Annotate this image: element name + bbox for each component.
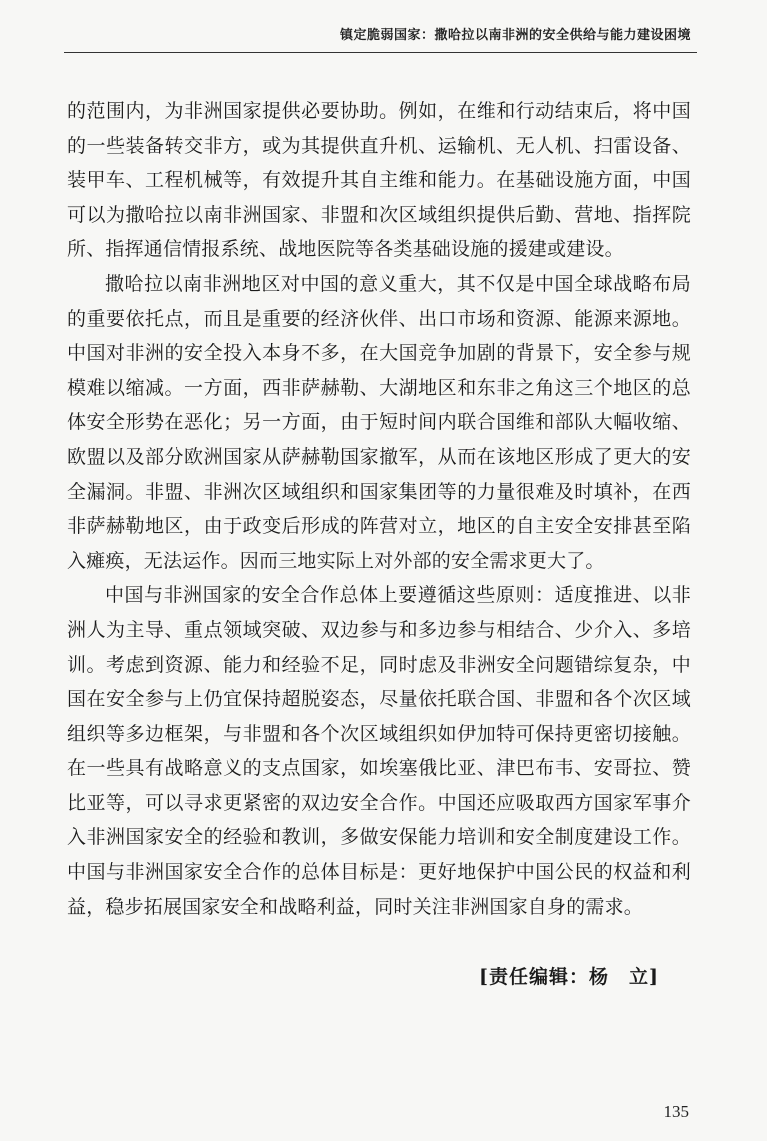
running-header-title: 镇定脆弱国家：撒哈拉以南非洲的安全供给与能力建设困境: [339, 28, 691, 43]
body-text: [67, 94, 691, 924]
paragraph: 撒哈拉以南非洲地区对中国的意义重大，其不仅是中国全球战略布局的重要依托点，而且是重要的经济伙伴、出口市场和资源、能源来源地。中国对非洲的安全投入本身不多，在大国竞争加剧的背景下，安全参与规模难以缩减。一方面，西非萨赫勒、大湖地区和东非之角这三个地区的总体安全形势在恶化；另一方面，由于短时间内联合国维和部队大幅收缩、欧盟以及部分欧洲国家从萨赫勒国家撤军，从而在该地区形成了更大的安全漏洞。非盟、非洲次区域组织和国家集团等的力量很难及时填补，在西非萨赫勒地区，由于政变后形成的阵营对立，地区的自主安全安排甚至陷入瘫痪，无法运作。因而三地实际上对外部的安全需求更大了。: [67, 272, 691, 572]
page-number: 135: [663, 1102, 689, 1121]
header-rule: [64, 52, 697, 53]
paragraph: 中国与非洲国家的安全合作总体上要遵循这些原则：适度推进、以非洲人为主导、重点领域突破、双边参与和多边参与相结合、少介入、多培训。考虑到资源、能力和经验不足，同时虑及非洲安全问题错综复杂，中国在安全参与上仍宜保持超脱姿态，尽量依托联合国、非盟和各个次区域组织等多边框架，与非盟和各个次区域组织如伊加特可保持更密切接触。在一些具有战略意义的支点国家，如埃塞俄比亚、津巴布韦、安哥拉、赞比亚等，可以寻求更紧密的双边安全合作。中国还应吸取西方国家军事介入非洲国家安全的经验和教训，多做安保能力培训和安全制度建设工作。中国与非洲国家安全合作的总体目标是：更好地保护中国公民的权益和利益，稳步拓展国家安全和战略利益，同时关注非洲国家自身的需求。: [67, 584, 691, 918]
paragraph-continued: 的范围内，为非洲国家提供必要协助。例如，在维和行动结束后，将中国的一些装备转交非方，或为其提供直升机、运输机、无人机、扫雷设备、装甲车、工程机械等，有效提升其自主维和能力。在基础设施方面，中国可以为撒哈拉以南非洲国家、非盟和次区域组织提供后勤、营地、指挥院所、指挥通信情报系统、战地医院等各类基础设施的援建或建设。: [67, 100, 691, 261]
editor-note: [责任编辑：杨 立]: [479, 966, 659, 988]
